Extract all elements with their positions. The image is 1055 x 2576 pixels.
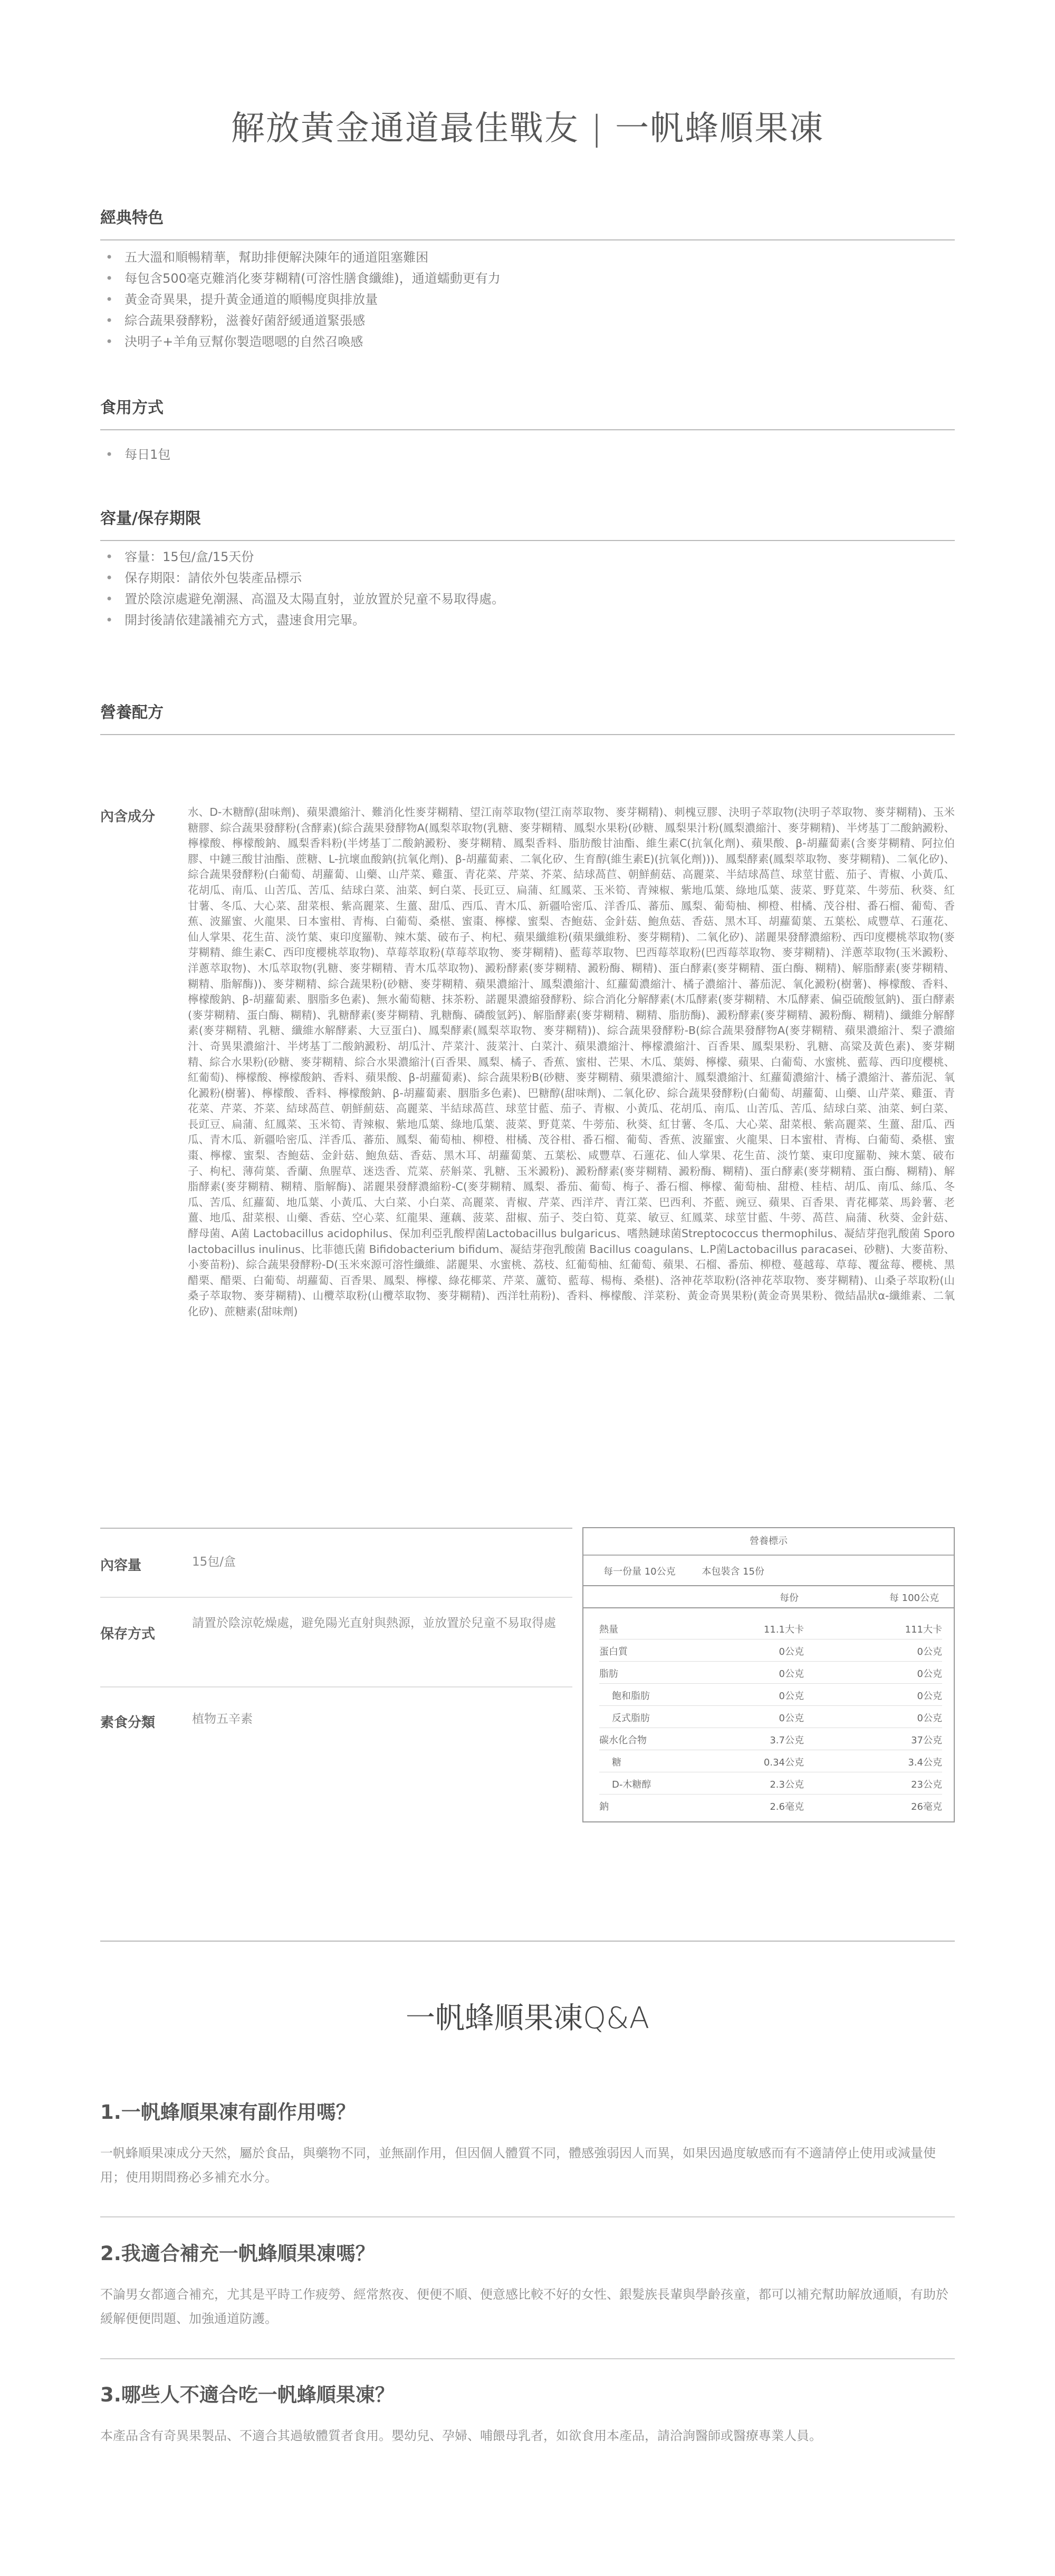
per-serving-value: 0公克 bbox=[779, 1713, 804, 1724]
nutrition-row bbox=[599, 1795, 942, 1816]
row-divider bbox=[599, 1683, 942, 1684]
divider bbox=[100, 2358, 955, 2359]
page-title: 解放黃金通道最佳戰友 | 一帆蜂順果凍 bbox=[231, 109, 824, 148]
per-serving-value: 3.7公克 bbox=[770, 1735, 804, 1746]
per-serving-value: 2.6毫克 bbox=[770, 1801, 804, 1812]
nutrition-row bbox=[599, 1684, 942, 1705]
qa-answer: 不論男女都適合補充，尤其是平時工作疲勞、經常熬夜、便便不順、便意感比較不好的女性、銀髮族長輩與學齡孩童，都可以補充幫助解放通順，有助於緩解便便問題、加強通道防護。 bbox=[100, 2287, 948, 2326]
per-serving-value: 0.34公克 bbox=[763, 1757, 804, 1768]
nutrient-name: 反式脂肪 bbox=[612, 1713, 650, 1724]
qa-answer: 一帆蜂順果凍成分天然，屬於食品，與藥物不同，並無副作用，但因個人體質不同，體感強弱因人而異，如果因過度敏感而有不適請停止使用或減量使用；使用期間務必多補充水分。 bbox=[100, 2146, 936, 2185]
qa-question: 3.哪些人不適合吃一帆蜂順果凍？ bbox=[100, 2384, 395, 2406]
qa-title: 一帆蜂順果凍Q&A bbox=[405, 2001, 650, 2035]
serving-info bbox=[603, 1564, 788, 1578]
col-per-100g: 每 100公克 bbox=[889, 1593, 939, 1604]
list-item: • 決明子+羊角豆幫你製造嗯嗯的自然召喚感 bbox=[106, 331, 950, 352]
ingredients-label: 內含成分 bbox=[100, 809, 156, 825]
features-heading: 經典特色 bbox=[100, 205, 955, 240]
per-100g-value: 0公克 bbox=[917, 1646, 942, 1657]
per-100g-value: 26毫克 bbox=[911, 1801, 942, 1812]
nutrition-row bbox=[599, 1618, 942, 1639]
list-item: • 保存期限：請依外包裝產品標示 bbox=[106, 567, 950, 588]
list-item: • 每包含500毫克難消化麥芽糊精(可溶性膳食纖維)，通道蠕動更有力 bbox=[106, 268, 950, 289]
content-label: 內容量 bbox=[100, 1558, 142, 1574]
list-item: • 開封後請依建議補充方式，盡速食用完畢。 bbox=[106, 610, 950, 631]
nutrient-name: 糖 bbox=[612, 1757, 621, 1768]
content-value: 15包/盒 bbox=[192, 1555, 236, 1569]
servings-per-pack: 本包裝含 15份 bbox=[702, 1566, 765, 1577]
serving-size: 每一份量 10公克 bbox=[603, 1566, 676, 1577]
ingredients-text: 水、D-木糖醇(甜味劑)、蘋果濃縮汁、難消化性麥芽糊精、望江南萃取物(望江南萃取物、麥芽糊精)、刺槐豆膠、決明子萃取物(決明子萃取物、麥芽糊精)、玉米糖膠、綜合蔬果發酵粉(含酵素)(綜合蔬果發酵物A(鳳梨萃取物(乳糖、麥芽糊精、鳳梨水果粉(砂糖、鳳梨果汁粉(鳳梨濃縮汁、麥芽糊精)、半烤基丁二酸鈉澱粉、檸檬酸、檸檬酸鈉、鳳梨香料粉(半烤基丁二酸鈉澱粉、麥芽糊精、鳳梨香料、脂肪酸甘油酯、維生素C(抗氧化劑)、蘋果酸、β-胡蘿蔔素(含麥芽糊精、阿拉伯膠、中鏈三酸甘油酯、蔗糖、L-抗壞血酸鈉(抗氧化劑)、β-胡蘿蔔素、二氧化矽、生育醇(維生素E)(抗氧化劑)))、鳳梨酵素(鳳梨萃取物、麥芽糊精)、二氧化矽)、綜合蔬果發酵粉(白葡萄、胡蘿蔔、山藥、山芹菜、雞蛋、青花菜、芹菜、芥菜、結球萵苣、朝鮮薊菇、高麗菜、半結球萵苣、球莖甘藍、茄子、青椒、小黃瓜、花胡瓜、南瓜、山苦瓜、苦瓜、結球白菜、油菜、蚵白菜、長豇豆、扁蒲、紅鳳菜、玉米筍、青辣椒、紫地瓜葉、綠地瓜葉、菠菜、野莧菜、牛蒡茄、秋葵、紅甘薯、冬瓜、大心菜、甜菜根、紫高麗菜、生薑、甜瓜、西瓜、青木瓜、新疆哈密瓜、洋香瓜、蕃茄、鳳梨、葡萄柚、柳橙、柑橘、茂谷柑、番石榴、葡萄、香蕉、波羅蜜、火龍果、日本蜜柑、青梅、白葡萄、桑椹、蜜棗、檸檬、蜜梨、杏鮑菇、金針菇、鮑魚菇、香菇、黑木耳、胡蘿蔔葉、五葉松、咸豐草、石蓮花、仙人掌果、花生苗、淡竹葉、東印度羅勒、辣木葉、破布子、枸杞、蘋果纖維粉(蘋果纖維粉、麥芽糊精)、二氧化矽)、諾麗果發酵濃縮粉、西印度櫻桃萃取物(麥芽糊精、維生素C、西印度櫻桃萃取物)、草莓萃取粉(草莓萃取物、麥芽糊精)、藍莓萃取物、巴西莓萃取粉(巴西莓萃取物、麥芽糊精)、洋蔥萃取物(玉米澱粉、洋蔥萃取物)、木瓜萃取物(乳糖、麥芽糊精、青木瓜萃取物)、澱粉酵素(麥芽糊精、澱粉酶、糊精)、蛋白酵素(麥芽糊精、蛋白酶、糊精)、解脂酵素(麥芽糊精、糊精、脂解酶))、麥芽糊精、綜合蔬果粉(砂糖、麥芽糊精、蘋果濃縮汁、鳳梨濃縮汁、紅蘿蔔濃縮汁、橘子濃縮汁、蕃茄泥、氧化澱粉(樹薯)、檸檬酸、香料、檸檬酸鈉、β-胡蘿蔔素、胭脂多色素)、無水葡萄糖、抹茶粉、諾麗果濃縮發酵粉、綜合消化分解酵素(木瓜酵素(麥芽糊精、木瓜酵素、偏亞硫酸氫鈉)、蛋白酵素(麥芽糊精、蛋白酶、糊精)、乳糖酵素(麥芽糊精、乳糖酶、磷酸氫鈣)、解脂酵素(麥芽糊精、糊精、脂肪酶)、澱粉酵素(麥芽糊精、澱粉酶、糊精)、纖維分解酵素(麥芽糊精、乳糖、纖維水解酵素、大豆蛋白)、鳳梨酵素(鳳梨萃取物、麥芽糊精))、綜合蔬果發酵粉-B(綜合蔬果發酵物A(麥芽糊精、蘋果濃縮汁、梨子濃縮汁、奇異果濃縮汁、半烤基丁二酸鈉澱粉、胡瓜汁、芹菜汁、菠菜汁、白菜汁、蘋果濃縮汁、檸檬濃縮汁、百香果、鳳梨果粉、乳糖、高粱及黃色素)、麥芽糊精、綜合水果粉(砂糖、麥芽糊精、綜合水果濃縮汁(百香果、鳳梨、橘子、香蕉、蜜柑、芒果、木瓜、葉姆、檸檬、蘋果、白葡萄、水蜜桃、藍莓、西印度櫻桃、紅葡萄)、檸檬酸、檸檬酸鈉、香料、蘋果酸、β-胡蘿蔔素)、綜合蔬果粉B(砂糖、麥芽糊精、蘋果濃縮汁、鳳梨濃縮汁、紅蘿蔔濃縮汁、橘子濃縮汁、蕃茄泥、氧化澱粉(樹薯)、檸檬酸、香料、檸檬酸鈉、β-胡蘿蔔素、胭脂多色素)、巴糖醇(甜味劑)、二氧化矽、綜合蔬果發酵粉(白葡萄、胡蘿蔔、山藥、山芹菜、雞蛋、青花菜、芹菜、芥菜、結球萵苣、朝鮮薊菇、高麗菜、半結球萵苣、球莖甘藍、茄子、青椒、小黃瓜、花胡瓜、南瓜、山苦瓜、苦瓜、結球白菜、油菜、蚵白菜、長豇豆、扁蒲、紅鳳菜、玉米筍、青辣椒、紫地瓜葉、綠地瓜葉、菠菜、野莧菜、牛蒡茄、秋葵、紅甘薯、冬瓜、大心菜、甜菜根、紫高麗菜、生薑、甜瓜、西瓜、青木瓜、新疆哈密瓜、洋香瓜、蕃茄、鳳梨、葡萄柚、柳橙、柑橘、茂谷柑、番石榴、葡萄、香蕉、波羅蜜、火龍果、日本蜜柑、青梅、白葡萄、桑椹、蜜棗、檸檬、蜜梨、杏鮑菇、金針菇、鮑魚菇、香菇、黑木耳、胡蘿蔔葉、五葉松、咸豐草、石蓮花、仙人掌果、花生苗、淡竹葉、東印度羅勒、辣木葉、破布子、枸杞、薄荷葉、香蘭、魚腥草、迷迭香、荒菜、菸斛菜、乳糖、玉米澱粉)、澱粉酵素(麥芽糊精、澱粉酶、糊精)、蛋白酵素(麥芽糊精、蛋白酶、糊精)、解脂酵素(麥芽糊精、糊精、脂解酶)、諾麗果發酵濃縮粉-C(麥芽糊精、鳳梨、番茄、葡萄、梅子、番石榴、檸檬、葡萄柚、甜橙、桂桔、胡瓜、南瓜、絲瓜、冬瓜、苦瓜、紅蘿蔔、地瓜葉、小黃瓜、大白菜、小白菜、高麗菜、青椒、芹菜、西洋芹、青江菜、巴西利、芥藍、豌豆、蘋果、百香果、青花椰菜、馬鈴薯、老薑、地瓜、甜菜根、山藥、香菇、空心菜、紅龍果、蓮藕、菠菜、甜椒、茄子、茭白筍、莧菜、敏豆、紅鳳菜、球莖甘藍、牛蒡、萵苣、扁蒲、秋葵、金針菇、酵母菌、A菌 Lactobacillus acidophilus、保加利亞乳酸桿菌Lactobacillus bulgaricus、嗜熱鏈球菌Streptococcus thermophilus、凝結芽孢乳酸菌 Sporolactobacillus inulinus、比菲德氏菌 Bifidobacterium bifidum、凝結芽孢乳酸菌 Bacillus coagulans、L.P菌Lactobacillus paracasei、砂糖)、大麥苗粉、小麥苗粉)、綜合蔬果發酵粉-D(玉米來源可溶性纖維、諾麗果、水蜜桃、荔枝、紅葡萄柚、紅葡萄、蘋果、石榴、番茄、柳橙、蔓越莓、草莓、覆盆莓、櫻桃、黑醋栗、醋栗、白葡萄、胡蘿蔔、百香果、鳳梨、檸檬、綠花椰菜、芹菜、蘆筍、藍莓、楊梅、桑椹)、洛神花萃取粉(洛神花萃取物、麥芽糊精)、山桑子萃取粉(山桑子萃取物、麥芽糊精)、山欖萃取粉(山欖萃取物、麥芽糊精)、西洋牡荊粉)、香料、檸檬酸、洋菜粉、黃金奇異果粉(黃金奇異果粉、微結晶狀α-纖維素、二氧化矽)、蔗糖素(甜味劑) bbox=[188, 806, 955, 1318]
veg-label: 素食分類 bbox=[100, 1715, 156, 1731]
nutrient-name: 鈉 bbox=[599, 1801, 609, 1812]
per-100g-value: 0公克 bbox=[917, 1691, 942, 1702]
list-item: • 置於陰涼處避免潮濕、高溫及太陽直射，並放置於兒童不易取得處。 bbox=[106, 588, 950, 610]
capacity-list bbox=[106, 546, 950, 631]
divider bbox=[100, 1597, 572, 1598]
col-per-serving: 每份 bbox=[780, 1593, 799, 1604]
list-item: • 黃金奇異果，提升黃金通道的順暢度與排放量 bbox=[106, 289, 950, 310]
nutrition-heading: 營養配方 bbox=[100, 699, 955, 735]
list-item: • 綜合蔬果發酵粉，滋養好菌舒緩通道緊張感 bbox=[106, 310, 950, 331]
per-100g-value: 0公克 bbox=[917, 1713, 942, 1724]
nutrition-row bbox=[599, 1640, 942, 1661]
features-list bbox=[106, 247, 950, 352]
qa-answer: 本產品含有奇異果製品、不適合其過敏體質者食用。嬰幼兒、孕婦、哺餵母乳者，如欲食用本產品，請洽詢醫師或醫療專業人員。 bbox=[100, 2428, 822, 2443]
per-100g-value: 23公克 bbox=[911, 1779, 942, 1790]
per-serving-value: 0公克 bbox=[779, 1668, 804, 1680]
nutrient-name: 熱量 bbox=[599, 1624, 618, 1635]
list-item: • 五大溫和順暢精華，幫助排便解決陳年的通道阻塞難困 bbox=[106, 247, 950, 268]
nutrient-name: 飽和脂肪 bbox=[612, 1691, 650, 1702]
usage-list bbox=[106, 444, 950, 465]
per-100g-value: 0公克 bbox=[917, 1668, 942, 1680]
nutrition-table-header bbox=[583, 1585, 954, 1608]
nutrient-name: D-木糖醇 bbox=[612, 1779, 651, 1790]
per-serving-value: 0公克 bbox=[779, 1691, 804, 1702]
list-item: • 每日1包 bbox=[106, 444, 950, 465]
per-100g-value: 111大卡 bbox=[905, 1624, 942, 1635]
per-serving-value: 11.1大卡 bbox=[763, 1624, 804, 1635]
per-serving-value: 2.3公克 bbox=[770, 1779, 804, 1790]
row-divider bbox=[599, 1661, 942, 1662]
qa-question: 2.我適合補充一帆蜂順果凍嗎？ bbox=[100, 2242, 375, 2265]
divider bbox=[100, 1686, 572, 1687]
divider bbox=[100, 2216, 955, 2217]
nutrition-row bbox=[599, 1751, 942, 1772]
nutrition-row bbox=[599, 1706, 942, 1728]
divider bbox=[100, 1528, 572, 1529]
nutrient-name: 碳水化合物 bbox=[599, 1735, 647, 1746]
qa-question: 1.一帆蜂順果凍有副作用嗎？ bbox=[100, 2101, 356, 2124]
nutrition-row bbox=[599, 1662, 942, 1683]
usage-heading: 食用方式 bbox=[100, 394, 955, 430]
nutrition-table-title: 營養標示 bbox=[583, 1528, 954, 1556]
nutrient-name: 脂肪 bbox=[599, 1668, 618, 1680]
per-100g-value: 37公克 bbox=[911, 1735, 942, 1746]
nutrient-name: 蛋白質 bbox=[599, 1646, 628, 1657]
veg-value: 植物五辛素 bbox=[192, 1712, 253, 1726]
per-serving-value: 0公克 bbox=[779, 1646, 804, 1657]
storage-label: 保存方式 bbox=[100, 1626, 156, 1642]
row-divider bbox=[599, 1705, 942, 1706]
nutrition-row bbox=[599, 1729, 942, 1750]
nutrition-row bbox=[599, 1773, 942, 1794]
nutrition-facts-table bbox=[582, 1527, 955, 1822]
divider bbox=[100, 1941, 955, 1942]
list-item: • 容量：15包/盒/15天份 bbox=[106, 546, 950, 567]
capacity-heading: 容量/保存期限 bbox=[100, 505, 955, 541]
per-100g-value: 3.4公克 bbox=[908, 1757, 942, 1768]
storage-value: 請置於陰涼乾燥處，避免陽光直射與熱源，並放置於兒童不易取得處 bbox=[192, 1616, 556, 1630]
